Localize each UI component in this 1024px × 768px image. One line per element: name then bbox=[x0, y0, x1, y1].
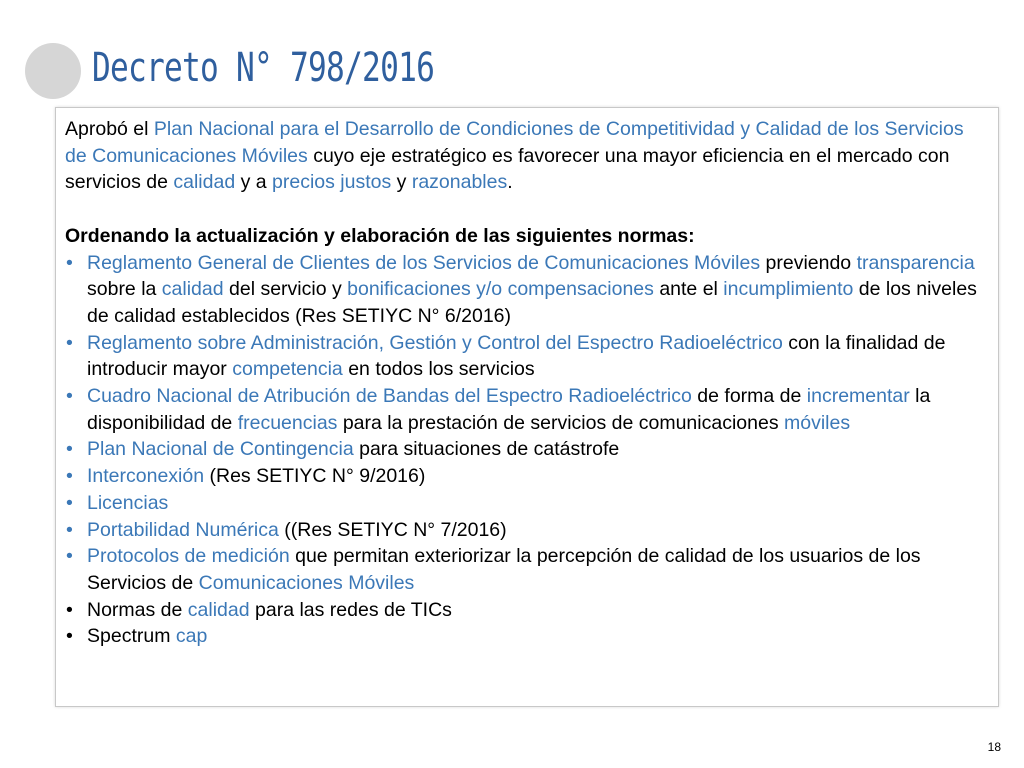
item-text: para las redes de TICs bbox=[249, 598, 452, 621]
item-text: sobre la bbox=[87, 278, 162, 301]
item-highlight: incrementar bbox=[806, 385, 910, 408]
item-highlight: Interconexión bbox=[87, 465, 205, 488]
intro-paragraph bbox=[65, 116, 988, 196]
bullet-icon: • bbox=[66, 598, 73, 621]
item-highlight: Portabilidad Numérica bbox=[87, 518, 279, 541]
list-item-plan-contingencia bbox=[65, 436, 988, 463]
item-text: que permitan exteriorizar la percepción de calidad de los usuarios de los Servicios de bbox=[87, 545, 921, 594]
item-highlight: frecuencias bbox=[237, 411, 338, 434]
page-number: 18 bbox=[987, 740, 1001, 754]
item-text: la disponibilidad de bbox=[87, 385, 931, 434]
intro-highlight: Plan Nacional para el Desarrollo de Condiciones de Competitividad y Calidad de los Servicios de Comunicaciones Móviles bbox=[65, 118, 964, 167]
item-highlight: Reglamento General de Clientes de los Servicios de Comunicaciones Móviles bbox=[87, 251, 761, 274]
item-text: de forma de bbox=[691, 385, 807, 408]
item-highlight: Cuadro Nacional de Atribución de Bandas del Espectro Radioeléctrico bbox=[87, 385, 692, 408]
item-text: ((Res SETIYC N° 7/2016) bbox=[278, 518, 507, 541]
item-highlight: competencia bbox=[232, 358, 343, 381]
item-highlight: cap bbox=[175, 625, 208, 648]
item-highlight: calidad bbox=[187, 598, 250, 621]
item-highlight: calidad bbox=[161, 278, 224, 301]
item-text: (Res SETIYC N° 9/2016) bbox=[204, 465, 426, 488]
list-item-portabilidad bbox=[65, 517, 988, 544]
intro-text: y bbox=[391, 171, 412, 194]
item-highlight: Reglamento sobre Administración, Gestión y Control del Espectro Radioeléctrico bbox=[87, 331, 783, 354]
decorative-circle bbox=[25, 43, 81, 99]
bullet-icon: • bbox=[66, 465, 73, 488]
list-item-protocolos bbox=[65, 543, 988, 596]
item-text: Normas de bbox=[87, 598, 188, 621]
item-text: de los niveles de calidad establecidos (Res SETIYC N° 6/2016) bbox=[87, 278, 977, 327]
item-text: Spectrum bbox=[87, 625, 176, 648]
list-item-reglamento-clientes bbox=[65, 250, 988, 330]
item-highlight: incumplimiento bbox=[723, 278, 854, 301]
intro-highlight: precios justos bbox=[272, 171, 392, 194]
item-highlight: Licencias bbox=[87, 491, 169, 514]
intro-text: cuyo eje estratégico es favorecer una mayor eficiencia en el mercado con servicios de bbox=[65, 144, 950, 194]
bullet-icon: • bbox=[66, 625, 73, 648]
content-box bbox=[55, 107, 999, 707]
list-item-spectrum-cap bbox=[65, 623, 988, 650]
item-highlight: móviles bbox=[784, 411, 851, 434]
item-highlight: bonificaciones y/o compensaciones bbox=[347, 278, 654, 301]
list-heading: Ordenando la actualización y elaboración de las siguientes normas: bbox=[65, 224, 695, 247]
intro-highlight: calidad bbox=[173, 171, 236, 194]
bullet-icon: • bbox=[66, 491, 73, 514]
item-highlight: transparencia bbox=[856, 251, 975, 274]
bullet-icon: • bbox=[66, 518, 73, 541]
intro-text: y a bbox=[235, 171, 273, 194]
list-item-interconexion bbox=[65, 463, 988, 490]
intro-text: . bbox=[507, 171, 513, 194]
item-text: previendo bbox=[760, 251, 857, 274]
bullet-icon: • bbox=[66, 385, 73, 408]
bullet-icon: • bbox=[66, 545, 73, 568]
item-text: ante el bbox=[653, 278, 724, 301]
intro-highlight: razonables bbox=[411, 171, 508, 194]
list-item-cuadro-nacional bbox=[65, 383, 988, 436]
norms-list bbox=[65, 250, 988, 651]
item-highlight: Comunicaciones Móviles bbox=[198, 571, 415, 594]
bullet-icon: • bbox=[66, 438, 73, 461]
item-text: en todos los servicios bbox=[342, 358, 535, 381]
item-text: para la prestación de servicios de comunicaciones bbox=[337, 411, 784, 434]
list-item-reglamento-espectro bbox=[65, 330, 988, 383]
bullet-icon: • bbox=[66, 251, 73, 274]
item-text: del servicio y bbox=[223, 278, 348, 301]
item-text: para situaciones de catástrofe bbox=[353, 438, 620, 461]
item-text: con la finalidad de introducir mayor bbox=[87, 331, 946, 381]
slide-title: Decreto N° 798/2016 bbox=[92, 45, 435, 91]
list-item-normas-calidad bbox=[65, 597, 988, 624]
bullet-icon: • bbox=[66, 331, 73, 354]
list-item-licencias bbox=[65, 490, 988, 517]
item-highlight: Protocolos de medición bbox=[87, 545, 290, 568]
intro-text: Aprobó el bbox=[65, 118, 154, 140]
item-highlight: Plan Nacional de Contingencia bbox=[87, 438, 354, 461]
